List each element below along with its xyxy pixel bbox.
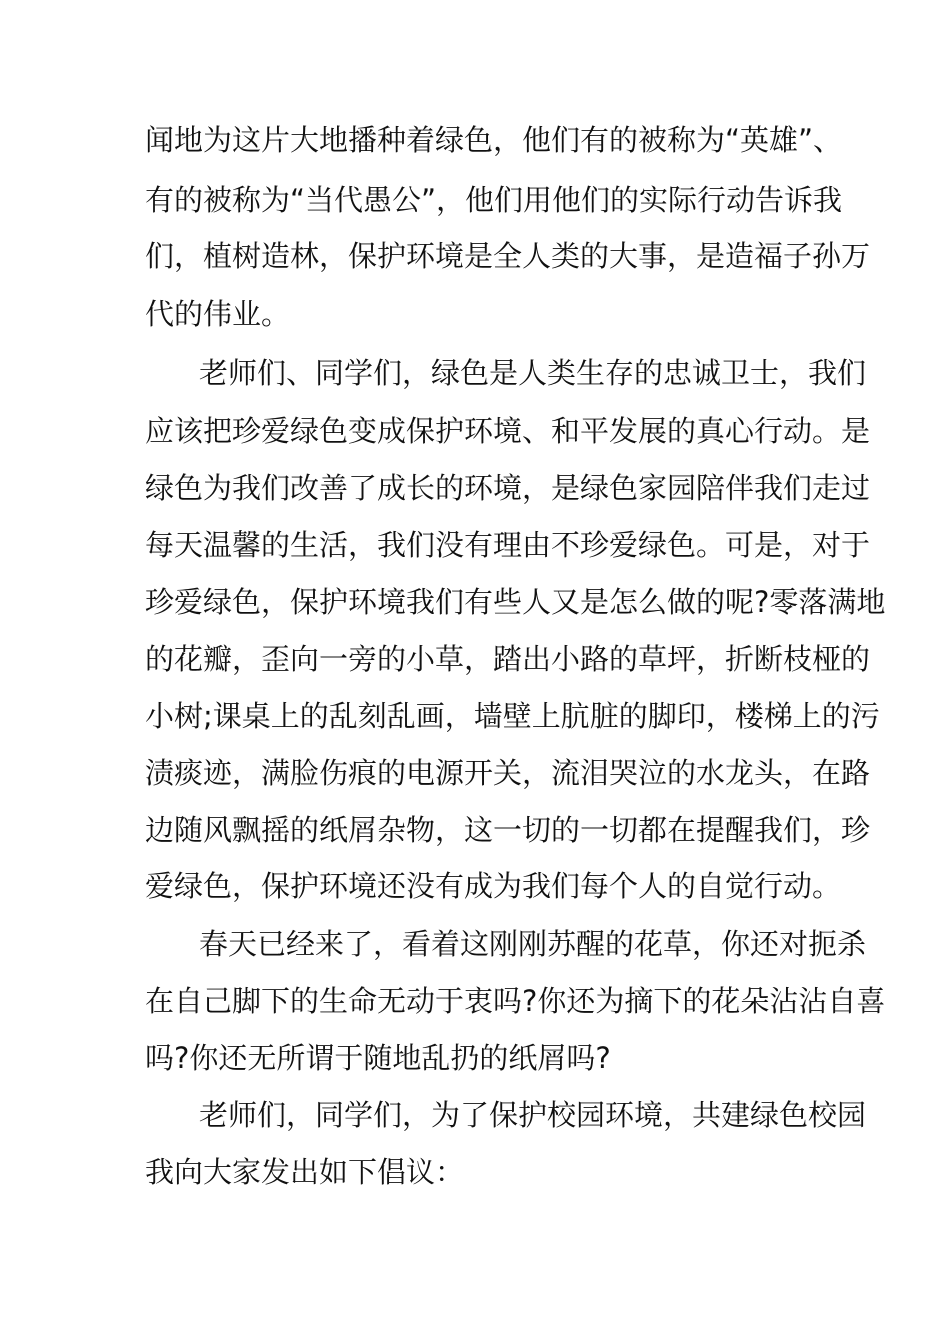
- text-line: 应该把珍爱绿色变成保护环境、和平发展的真心行动。是: [145, 414, 871, 448]
- text-line: 在自己脚下的生命无动于衷吗?你还为摘下的花朵沾沾自喜: [145, 984, 886, 1018]
- text-line: 边随风飘摇的纸屑杂物，这一切的一切都在提醒我们，珍: [145, 813, 871, 847]
- text-line: 吗?你还无所谓于随地乱扔的纸屑吗?: [145, 1041, 611, 1075]
- text-line: 闻地为这片大地播种着绿色，他们有的被称为“英雄”、: [145, 123, 843, 157]
- text-line: 爱绿色，保护环境还没有成为我们每个人的自觉行动。: [145, 869, 842, 903]
- text-line: 绿色为我们改善了成长的环境，是绿色家园陪伴我们走过: [145, 471, 871, 505]
- text-line: 小树;课桌上的乱刻乱画，墙壁上肮脏的脚印，楼梯上的污: [145, 699, 880, 733]
- text-line: 的花瓣，歪向一旁的小草，踏出小路的草坪，折断枝桠的: [145, 642, 871, 676]
- paragraph-first-line: 春天已经来了，看着这刚刚苏醒的花草，你还对扼杀: [199, 927, 867, 961]
- text-line: 们，植树造林，保护环境是全人类的大事，是造福子孙万: [145, 239, 871, 273]
- text-line: 每天温馨的生活，我们没有理由不珍爱绿色。可是，对于: [145, 528, 871, 562]
- text-line: 有的被称为“当代愚公”，他们用他们的实际行动告诉我: [145, 183, 843, 217]
- text-line: 珍爱绿色，保护环境我们有些人又是怎么做的呢?零落满地: [145, 585, 886, 619]
- paragraph-first-line: 老师们、同学们，绿色是人类生存的忠诚卫士，我们: [199, 356, 867, 390]
- text-line: 代的伟业。: [145, 297, 291, 331]
- text-line: 渍痰迹，满脸伤痕的电源开关，流泪哭泣的水龙头，在路: [145, 756, 871, 790]
- paragraph-first-line: 老师们，同学们，为了保护校园环境，共建绿色校园: [199, 1098, 867, 1132]
- text-line: 我向大家发出如下倡议：: [145, 1155, 465, 1189]
